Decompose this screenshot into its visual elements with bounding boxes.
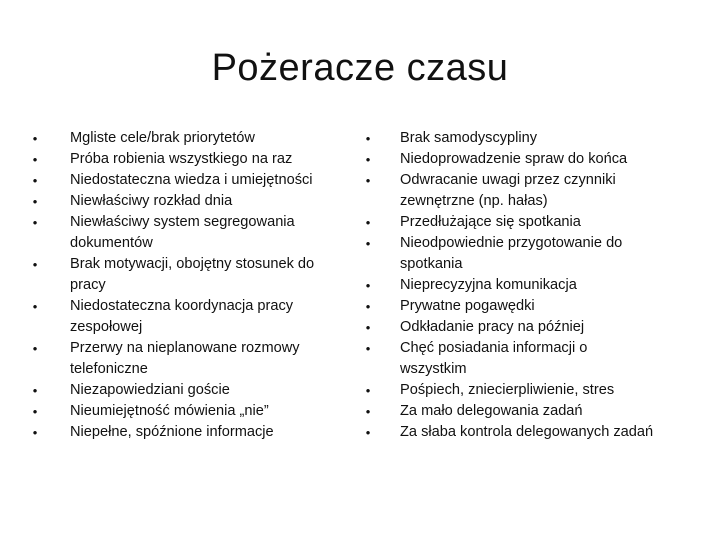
list-item-text: Niewłaściwy rozkład dnia [70, 193, 233, 209]
list-item-text: Odkładanie pracy na później [400, 319, 585, 335]
list-item [28, 380, 340, 401]
list-item-text: Za słaba kontrola delegowanych zadań [400, 424, 654, 440]
list-item [360, 170, 660, 212]
list-item-text: Niedostateczna koordynacja pracy zespołowej [70, 298, 294, 335]
bullet-icon: • [32, 299, 38, 314]
list-item-text: Niepełne, spóźnione informacje [70, 424, 274, 440]
list-item [28, 149, 330, 170]
list-item-text: Próba robienia wszystkiego na raz [70, 151, 293, 167]
list-item-text: Nieumiejętność mówienia „nie” [70, 403, 269, 419]
list-item-text: Nieodpowiednie przygotowanie do spotkania [400, 235, 623, 272]
list-item-text: Za mało delegowania zadań [400, 403, 583, 419]
list-item-text: Niedoprowadzenie spraw do końca [400, 151, 628, 167]
bullet-icon: • [32, 194, 38, 209]
list-item-text: Brak motywacji, obojętny stosunek do pracy [70, 256, 315, 293]
bullet-icon: • [365, 404, 371, 419]
list-item [28, 422, 340, 443]
list-item-text: Chęć posiadania informacji o wszystkim [400, 340, 588, 377]
list-item [360, 317, 665, 338]
list-item-text: Prywatne pogawędki [400, 298, 535, 314]
bullet-icon: • [32, 152, 38, 167]
list-item [360, 212, 665, 233]
bullet-icon: • [32, 341, 38, 356]
list-item [360, 380, 670, 401]
list-item-text: Niezapowiedziani goście [70, 382, 230, 398]
list-item [28, 170, 360, 191]
bullet-icon: • [365, 131, 371, 146]
list-item [28, 191, 315, 212]
bullet-icon: • [365, 236, 371, 251]
list-item [28, 401, 340, 422]
bullet-icon: • [32, 131, 38, 146]
list-item-text: Mgliste cele/brak priorytetów [70, 130, 255, 146]
list-item-text: Niedostateczna wiedza i umiejętności [70, 172, 313, 188]
bullet-icon: • [32, 425, 38, 440]
list-item [28, 296, 330, 338]
list-item [360, 296, 665, 317]
left-bullet-list [28, 128, 358, 443]
slide-title: Pożeracze czasu [211, 47, 509, 89]
bullet-icon: • [365, 320, 371, 335]
bullet-icon: • [32, 173, 38, 188]
bullet-icon: • [365, 173, 371, 188]
list-item-text: Przedłużające się spotkania [400, 214, 581, 230]
list-item [28, 338, 350, 380]
bullet-icon: • [365, 152, 371, 167]
bullet-icon: • [32, 215, 38, 230]
list-item [28, 254, 340, 296]
list-item [360, 149, 665, 170]
list-item [360, 128, 660, 149]
bullet-icon: • [32, 404, 38, 419]
bullet-icon: • [365, 341, 371, 356]
list-item-text: Pośpiech, zniecierpliwienie, stres [400, 382, 615, 398]
bullet-icon: • [365, 278, 371, 293]
list-item-text: Brak samodyscypliny [400, 130, 538, 146]
list-item [28, 212, 340, 254]
list-item-text: Odwracanie uwagi przez czynniki zewnętrzne (np. hałas) [400, 172, 616, 209]
list-item [360, 422, 660, 443]
list-item-text: Nieprecyzyjna komunikacja [400, 277, 577, 293]
list-item [360, 233, 665, 275]
list-item [360, 338, 645, 380]
list-item [360, 401, 665, 422]
bullet-icon: • [365, 383, 371, 398]
list-item-text: Przerwy na nieplanowane rozmowy telefoniczne [70, 340, 300, 377]
list-item [28, 128, 315, 149]
list-item-text: Niewłaściwy system segregowania dokumentów [70, 214, 295, 251]
bullet-icon: • [32, 257, 38, 272]
right-bullet-list [360, 128, 700, 443]
bullet-icon: • [32, 383, 38, 398]
bullet-icon: • [365, 215, 371, 230]
list-item [360, 275, 665, 296]
bullet-icon: • [365, 299, 371, 314]
bullet-icon: • [365, 425, 371, 440]
